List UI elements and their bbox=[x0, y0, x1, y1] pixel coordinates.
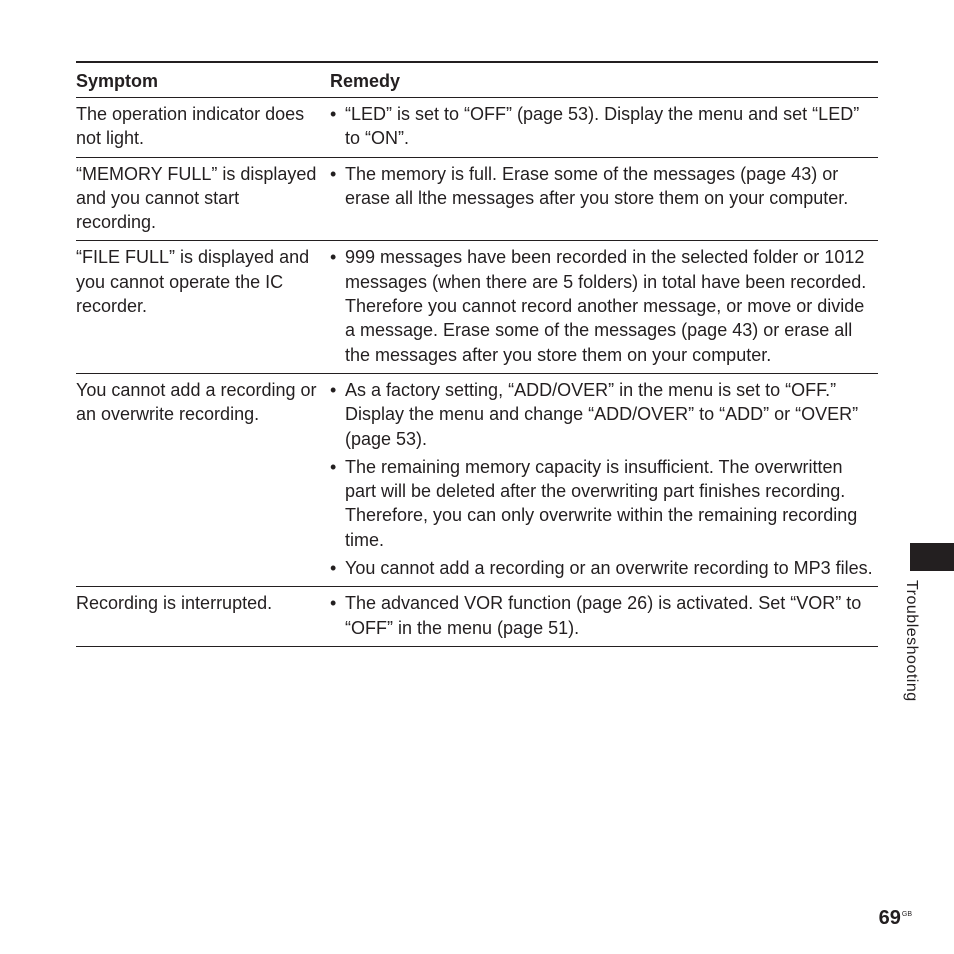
remedy-item bbox=[330, 245, 878, 366]
remedy-cell bbox=[330, 373, 878, 586]
remedy-item bbox=[330, 162, 878, 211]
remedy-item bbox=[330, 591, 878, 640]
symptom-cell: The operation indicator does not light. bbox=[76, 104, 305, 149]
remedy-text: The advanced VOR function (page 26) is activated. Set “VOR” to “OFF” in the menu (page 51). bbox=[345, 593, 862, 638]
remedy-cell bbox=[330, 157, 878, 241]
bullet-icon: • bbox=[330, 247, 337, 268]
remedy-column-header: Remedy bbox=[330, 71, 401, 91]
bullet-icon: • bbox=[330, 558, 337, 579]
bullet-icon: • bbox=[330, 163, 337, 184]
symptom-cell: You cannot add a recording or an overwrite recording. bbox=[76, 379, 317, 425]
remedy-item bbox=[330, 556, 878, 580]
remedy-item bbox=[330, 455, 878, 552]
table-row bbox=[76, 157, 878, 241]
remedy-cell bbox=[330, 241, 878, 373]
remedy-item bbox=[330, 378, 878, 451]
remedy-text: The remaining memory capacity is insufficient. The overwritten part will be deleted after the overwriting part finishes recording. Therefore, you can only overwrite within the remaining recording time. bbox=[345, 456, 858, 550]
symptom-cell: Recording is interrupted. bbox=[76, 593, 273, 614]
section-tab-marker bbox=[910, 543, 954, 571]
remedy-text: As a factory setting, “ADD/OVER” in the menu is set to “OFF.” Display the menu and change “ADD/OVER” to “ADD” or “OVER” (page 53). bbox=[345, 379, 859, 449]
symptom-cell: “FILE FULL” is displayed and you cannot operate the IC recorder. bbox=[76, 247, 310, 317]
symptom-column-header: Symptom bbox=[76, 71, 159, 91]
remedy-text: 999 messages have been recorded in the selected folder or 1012 messages (when there are 5 folders) in total have been recorded. Therefore you cannot record another message, or move or divide a message. Erase some of the messages (page 43) or erase all the messages after you store them on your computer. bbox=[345, 247, 867, 365]
remedy-item bbox=[330, 102, 878, 151]
table-row bbox=[76, 587, 878, 647]
table-row bbox=[76, 373, 878, 586]
troubleshooting-table bbox=[76, 61, 878, 647]
remedy-text: “LED” is set to “OFF” (page 53). Display the menu and set “LED” to “ON”. bbox=[345, 104, 860, 149]
table-row bbox=[76, 98, 878, 158]
remedy-cell bbox=[330, 98, 878, 158]
bullet-icon: • bbox=[330, 379, 337, 400]
table-row bbox=[76, 241, 878, 373]
bullet-icon: • bbox=[330, 593, 337, 614]
symptom-cell: “MEMORY FULL” is displayed and you cannot start recording. bbox=[76, 163, 317, 233]
section-label: Troubleshooting bbox=[903, 580, 920, 702]
remedy-text: You cannot add a recording or an overwrite recording to MP3 files. bbox=[345, 558, 873, 579]
page-number-suffix: GB bbox=[901, 911, 912, 919]
page-number-value: 69 bbox=[878, 907, 901, 929]
remedy-cell bbox=[330, 587, 878, 647]
remedy-text: The memory is full. Erase some of the messages (page 43) or erase all lthe messages after you store them on your computer. bbox=[345, 163, 849, 208]
page-number bbox=[879, 907, 912, 930]
table-header-row bbox=[76, 62, 878, 98]
bullet-icon: • bbox=[330, 456, 337, 477]
bullet-icon: • bbox=[330, 104, 337, 124]
table-body bbox=[76, 98, 878, 647]
